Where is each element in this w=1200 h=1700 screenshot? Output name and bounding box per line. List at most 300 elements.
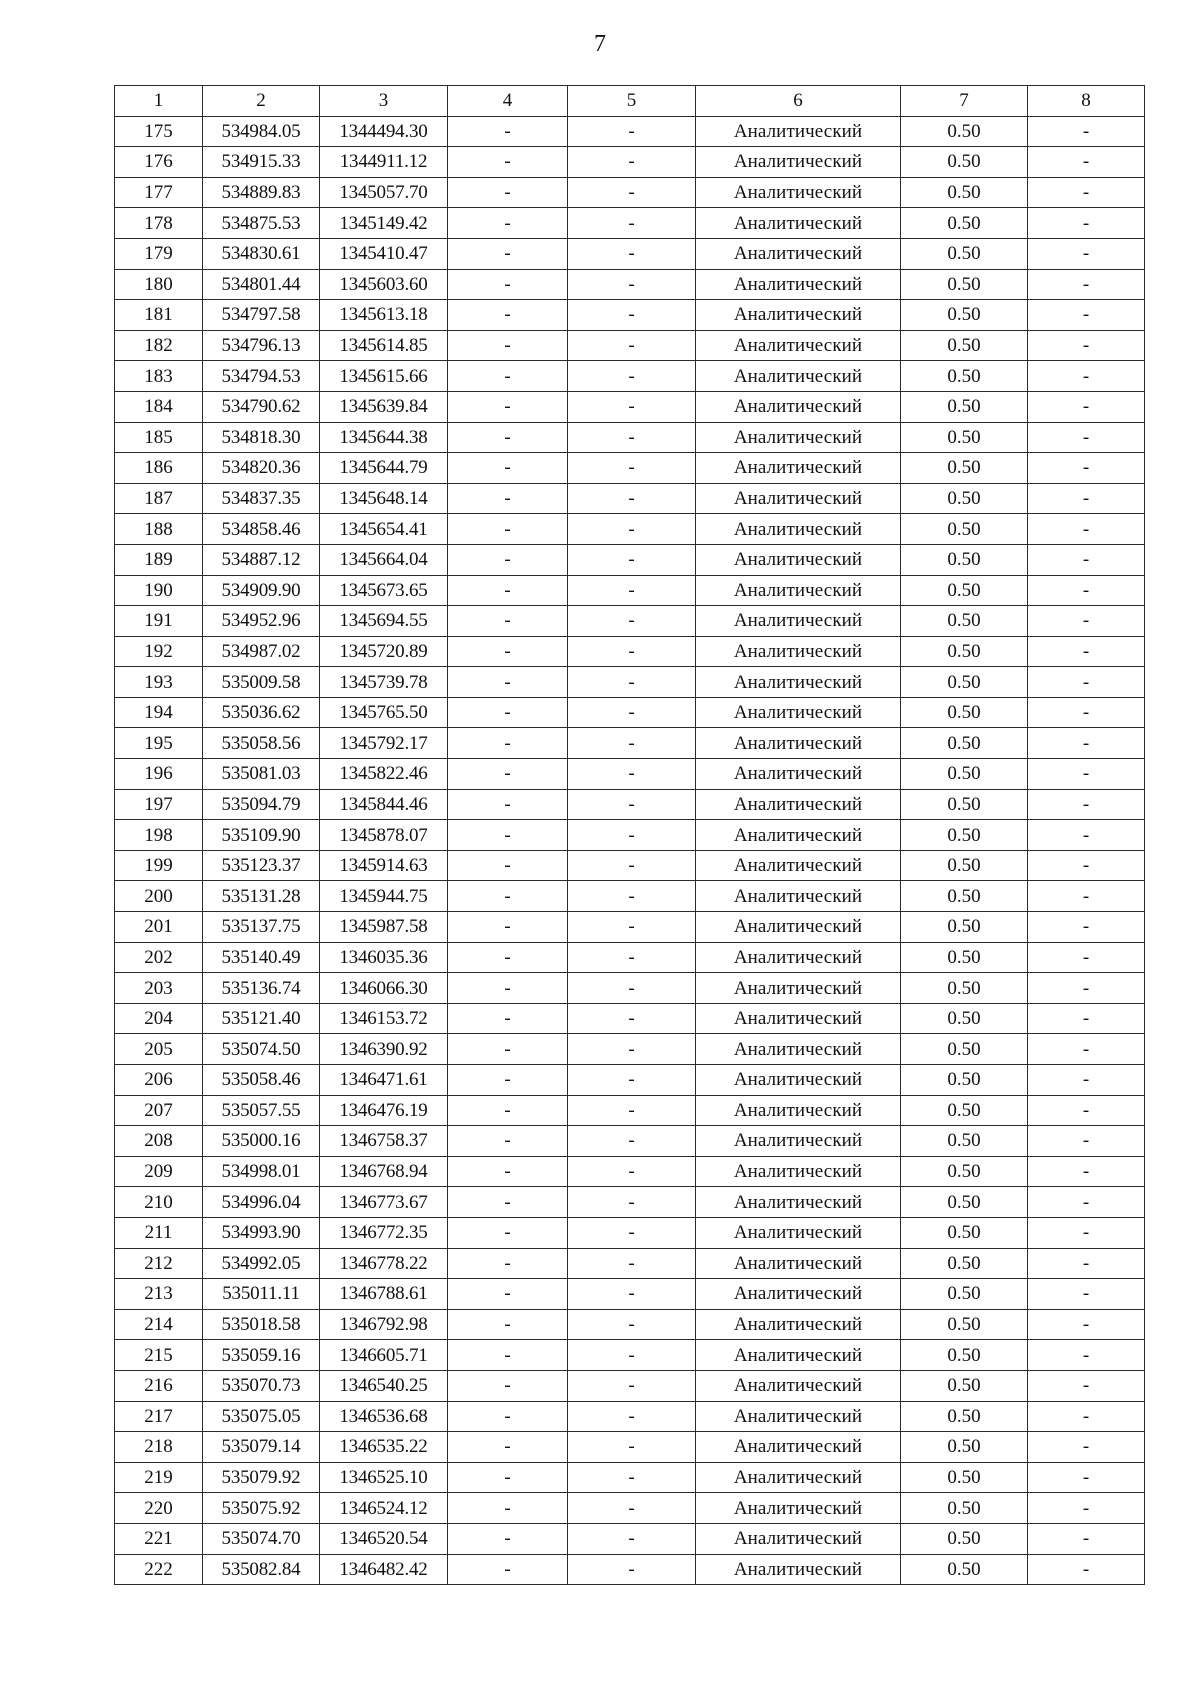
y-coordinate-cell: 1345654.41 <box>320 514 448 545</box>
point-number-cell: 177 <box>115 177 203 208</box>
column-4-cell: - <box>448 361 568 392</box>
point-number-cell: 206 <box>115 1065 203 1096</box>
accuracy-cell: 0.50 <box>901 1432 1028 1463</box>
point-number-cell: 191 <box>115 606 203 637</box>
method-cell: Аналитический <box>696 1126 901 1157</box>
column-4-cell: - <box>448 728 568 759</box>
column-header-4: 4 <box>448 86 568 117</box>
table-row <box>115 300 1145 331</box>
column-5-cell: - <box>568 147 696 178</box>
point-number-cell: 215 <box>115 1340 203 1371</box>
accuracy-cell: 0.50 <box>901 789 1028 820</box>
column-4-cell: - <box>448 1401 568 1432</box>
x-coordinate-cell: 534797.58 <box>203 300 320 331</box>
column-8-cell: - <box>1028 1217 1145 1248</box>
method-cell: Аналитический <box>696 116 901 147</box>
method-cell: Аналитический <box>696 1401 901 1432</box>
y-coordinate-cell: 1346788.61 <box>320 1279 448 1310</box>
column-8-cell: - <box>1028 942 1145 973</box>
accuracy-cell: 0.50 <box>901 1187 1028 1218</box>
method-cell: Аналитический <box>696 973 901 1004</box>
column-4-cell: - <box>448 1370 568 1401</box>
table-row <box>115 1095 1145 1126</box>
method-cell: Аналитический <box>696 850 901 881</box>
column-5-cell: - <box>568 208 696 239</box>
x-coordinate-cell: 535036.62 <box>203 697 320 728</box>
accuracy-cell: 0.50 <box>901 147 1028 178</box>
y-coordinate-cell: 1346758.37 <box>320 1126 448 1157</box>
method-cell: Аналитический <box>696 881 901 912</box>
table-row <box>115 1432 1145 1463</box>
x-coordinate-cell: 535081.03 <box>203 759 320 790</box>
accuracy-cell: 0.50 <box>901 1401 1028 1432</box>
method-cell: Аналитический <box>696 453 901 484</box>
table-row <box>115 759 1145 790</box>
column-4-cell: - <box>448 636 568 667</box>
accuracy-cell: 0.50 <box>901 177 1028 208</box>
accuracy-cell: 0.50 <box>901 759 1028 790</box>
point-number-cell: 198 <box>115 820 203 851</box>
point-number-cell: 212 <box>115 1248 203 1279</box>
table-row <box>115 697 1145 728</box>
column-5-cell: - <box>568 636 696 667</box>
point-number-cell: 205 <box>115 1034 203 1065</box>
y-coordinate-cell: 1345664.04 <box>320 544 448 575</box>
x-coordinate-cell: 535074.50 <box>203 1034 320 1065</box>
y-coordinate-cell: 1346768.94 <box>320 1156 448 1187</box>
y-coordinate-cell: 1345648.14 <box>320 483 448 514</box>
column-5-cell: - <box>568 1462 696 1493</box>
accuracy-cell: 0.50 <box>901 1523 1028 1554</box>
x-coordinate-cell: 534909.90 <box>203 575 320 606</box>
column-header-7: 7 <box>901 86 1028 117</box>
table-row <box>115 544 1145 575</box>
y-coordinate-cell: 1346471.61 <box>320 1065 448 1096</box>
column-8-cell: - <box>1028 575 1145 606</box>
y-coordinate-cell: 1345615.66 <box>320 361 448 392</box>
column-4-cell: - <box>448 667 568 698</box>
column-5-cell: - <box>568 483 696 514</box>
column-5-cell: - <box>568 575 696 606</box>
column-4-cell: - <box>448 1217 568 1248</box>
column-8-cell: - <box>1028 361 1145 392</box>
accuracy-cell: 0.50 <box>901 728 1028 759</box>
column-8-cell: - <box>1028 422 1145 453</box>
table-row <box>115 850 1145 881</box>
method-cell: Аналитический <box>696 1432 901 1463</box>
column-8-cell: - <box>1028 116 1145 147</box>
column-4-cell: - <box>448 269 568 300</box>
method-cell: Аналитический <box>696 759 901 790</box>
method-cell: Аналитический <box>696 1462 901 1493</box>
column-4-cell: - <box>448 1187 568 1218</box>
accuracy-cell: 0.50 <box>901 1279 1028 1310</box>
column-4-cell: - <box>448 147 568 178</box>
table-row <box>115 422 1145 453</box>
column-8-cell: - <box>1028 1187 1145 1218</box>
point-number-cell: 182 <box>115 330 203 361</box>
y-coordinate-cell: 1345673.65 <box>320 575 448 606</box>
accuracy-cell: 0.50 <box>901 881 1028 912</box>
coordinates-table <box>114 85 1145 1585</box>
method-cell: Аналитический <box>696 575 901 606</box>
x-coordinate-cell: 534875.53 <box>203 208 320 239</box>
table-row <box>115 269 1145 300</box>
column-4-cell: - <box>448 1248 568 1279</box>
accuracy-cell: 0.50 <box>901 1554 1028 1585</box>
point-number-cell: 175 <box>115 116 203 147</box>
table-row <box>115 483 1145 514</box>
y-coordinate-cell: 1345944.75 <box>320 881 448 912</box>
column-5-cell: - <box>568 606 696 637</box>
table-row <box>115 330 1145 361</box>
point-number-cell: 187 <box>115 483 203 514</box>
column-8-cell: - <box>1028 1432 1145 1463</box>
accuracy-cell: 0.50 <box>901 820 1028 851</box>
x-coordinate-cell: 535131.28 <box>203 881 320 912</box>
y-coordinate-cell: 1346390.92 <box>320 1034 448 1065</box>
column-4-cell: - <box>448 1126 568 1157</box>
column-5-cell: - <box>568 1309 696 1340</box>
method-cell: Аналитический <box>696 330 901 361</box>
column-4-cell: - <box>448 330 568 361</box>
table-row <box>115 1248 1145 1279</box>
method-cell: Аналитический <box>696 361 901 392</box>
point-number-cell: 211 <box>115 1217 203 1248</box>
method-cell: Аналитический <box>696 942 901 973</box>
column-8-cell: - <box>1028 391 1145 422</box>
method-cell: Аналитический <box>696 1248 901 1279</box>
column-8-cell: - <box>1028 850 1145 881</box>
column-5-cell: - <box>568 238 696 269</box>
table-row <box>115 1523 1145 1554</box>
point-number-cell: 204 <box>115 1003 203 1034</box>
point-number-cell: 213 <box>115 1279 203 1310</box>
point-number-cell: 202 <box>115 942 203 973</box>
column-8-cell: - <box>1028 147 1145 178</box>
x-coordinate-cell: 534820.36 <box>203 453 320 484</box>
table-row <box>115 881 1145 912</box>
x-coordinate-cell: 535136.74 <box>203 973 320 1004</box>
method-cell: Аналитический <box>696 667 901 698</box>
method-cell: Аналитический <box>696 544 901 575</box>
column-5-cell: - <box>568 1003 696 1034</box>
accuracy-cell: 0.50 <box>901 269 1028 300</box>
y-coordinate-cell: 1346792.98 <box>320 1309 448 1340</box>
column-5-cell: - <box>568 912 696 943</box>
accuracy-cell: 0.50 <box>901 514 1028 545</box>
column-4-cell: - <box>448 1554 568 1585</box>
column-4-cell: - <box>448 208 568 239</box>
table-row <box>115 1340 1145 1371</box>
y-coordinate-cell: 1345694.55 <box>320 606 448 637</box>
column-4-cell: - <box>448 789 568 820</box>
method-cell: Аналитический <box>696 1034 901 1065</box>
table-row <box>115 1034 1145 1065</box>
accuracy-cell: 0.50 <box>901 1370 1028 1401</box>
point-number-cell: 217 <box>115 1401 203 1432</box>
column-5-cell: - <box>568 728 696 759</box>
x-coordinate-cell: 535109.90 <box>203 820 320 851</box>
table-row <box>115 912 1145 943</box>
column-5-cell: - <box>568 881 696 912</box>
y-coordinate-cell: 1345614.85 <box>320 330 448 361</box>
x-coordinate-cell: 535058.46 <box>203 1065 320 1096</box>
column-4-cell: - <box>448 1065 568 1096</box>
column-header-5: 5 <box>568 86 696 117</box>
method-cell: Аналитический <box>696 1065 901 1096</box>
column-8-cell: - <box>1028 1279 1145 1310</box>
column-8-cell: - <box>1028 1309 1145 1340</box>
y-coordinate-cell: 1346540.25 <box>320 1370 448 1401</box>
accuracy-cell: 0.50 <box>901 697 1028 728</box>
method-cell: Аналитический <box>696 606 901 637</box>
method-cell: Аналитический <box>696 728 901 759</box>
accuracy-cell: 0.50 <box>901 208 1028 239</box>
y-coordinate-cell: 1346772.35 <box>320 1217 448 1248</box>
column-4-cell: - <box>448 453 568 484</box>
column-8-cell: - <box>1028 606 1145 637</box>
column-4-cell: - <box>448 973 568 1004</box>
method-cell: Аналитический <box>696 1309 901 1340</box>
column-5-cell: - <box>568 1523 696 1554</box>
point-number-cell: 193 <box>115 667 203 698</box>
method-cell: Аналитический <box>696 269 901 300</box>
y-coordinate-cell: 1346066.30 <box>320 973 448 1004</box>
method-cell: Аналитический <box>696 912 901 943</box>
column-5-cell: - <box>568 453 696 484</box>
column-5-cell: - <box>568 422 696 453</box>
column-header-6: 6 <box>696 86 901 117</box>
accuracy-cell: 0.50 <box>901 850 1028 881</box>
y-coordinate-cell: 1346536.68 <box>320 1401 448 1432</box>
method-cell: Аналитический <box>696 1187 901 1218</box>
accuracy-cell: 0.50 <box>901 330 1028 361</box>
column-4-cell: - <box>448 697 568 728</box>
y-coordinate-cell: 1345644.79 <box>320 453 448 484</box>
x-coordinate-cell: 535094.79 <box>203 789 320 820</box>
table-row <box>115 1554 1145 1585</box>
accuracy-cell: 0.50 <box>901 1126 1028 1157</box>
accuracy-cell: 0.50 <box>901 361 1028 392</box>
column-4-cell: - <box>448 606 568 637</box>
x-coordinate-cell: 535009.58 <box>203 667 320 698</box>
method-cell: Аналитический <box>696 697 901 728</box>
column-8-cell: - <box>1028 1493 1145 1524</box>
column-5-cell: - <box>568 1401 696 1432</box>
method-cell: Аналитический <box>696 1217 901 1248</box>
accuracy-cell: 0.50 <box>901 606 1028 637</box>
point-number-cell: 178 <box>115 208 203 239</box>
y-coordinate-cell: 1346535.22 <box>320 1432 448 1463</box>
accuracy-cell: 0.50 <box>901 1309 1028 1340</box>
accuracy-cell: 0.50 <box>901 1095 1028 1126</box>
column-4-cell: - <box>448 942 568 973</box>
column-8-cell: - <box>1028 667 1145 698</box>
point-number-cell: 221 <box>115 1523 203 1554</box>
column-8-cell: - <box>1028 636 1145 667</box>
column-5-cell: - <box>568 1095 696 1126</box>
x-coordinate-cell: 534984.05 <box>203 116 320 147</box>
column-8-cell: - <box>1028 269 1145 300</box>
x-coordinate-cell: 534887.12 <box>203 544 320 575</box>
table-row <box>115 514 1145 545</box>
column-4-cell: - <box>448 391 568 422</box>
method-cell: Аналитический <box>696 177 901 208</box>
column-5-cell: - <box>568 330 696 361</box>
y-coordinate-cell: 1346476.19 <box>320 1095 448 1126</box>
column-4-cell: - <box>448 1003 568 1034</box>
point-number-cell: 194 <box>115 697 203 728</box>
point-number-cell: 192 <box>115 636 203 667</box>
x-coordinate-cell: 534837.35 <box>203 483 320 514</box>
column-4-cell: - <box>448 1156 568 1187</box>
column-5-cell: - <box>568 544 696 575</box>
point-number-cell: 188 <box>115 514 203 545</box>
table-row <box>115 1370 1145 1401</box>
column-8-cell: - <box>1028 697 1145 728</box>
table-row <box>115 177 1145 208</box>
point-number-cell: 176 <box>115 147 203 178</box>
y-coordinate-cell: 1346520.54 <box>320 1523 448 1554</box>
x-coordinate-cell: 534987.02 <box>203 636 320 667</box>
x-coordinate-cell: 535058.56 <box>203 728 320 759</box>
column-5-cell: - <box>568 1554 696 1585</box>
column-5-cell: - <box>568 789 696 820</box>
column-5-cell: - <box>568 116 696 147</box>
column-8-cell: - <box>1028 973 1145 1004</box>
table-row <box>115 942 1145 973</box>
table-row <box>115 820 1145 851</box>
accuracy-cell: 0.50 <box>901 1065 1028 1096</box>
column-4-cell: - <box>448 820 568 851</box>
y-coordinate-cell: 1345844.46 <box>320 789 448 820</box>
x-coordinate-cell: 535079.92 <box>203 1462 320 1493</box>
point-number-cell: 180 <box>115 269 203 300</box>
accuracy-cell: 0.50 <box>901 1003 1028 1034</box>
y-coordinate-cell: 1345792.17 <box>320 728 448 759</box>
method-cell: Аналитический <box>696 1554 901 1585</box>
column-5-cell: - <box>568 697 696 728</box>
accuracy-cell: 0.50 <box>901 636 1028 667</box>
table-row <box>115 453 1145 484</box>
method-cell: Аналитический <box>696 1370 901 1401</box>
x-coordinate-cell: 535070.73 <box>203 1370 320 1401</box>
table-row <box>115 361 1145 392</box>
point-number-cell: 220 <box>115 1493 203 1524</box>
column-8-cell: - <box>1028 1523 1145 1554</box>
column-8-cell: - <box>1028 1401 1145 1432</box>
table-row <box>115 1003 1145 1034</box>
point-number-cell: 218 <box>115 1432 203 1463</box>
table-row <box>115 1126 1145 1157</box>
y-coordinate-cell: 1344911.12 <box>320 147 448 178</box>
x-coordinate-cell: 534996.04 <box>203 1187 320 1218</box>
method-cell: Аналитический <box>696 238 901 269</box>
column-5-cell: - <box>568 1217 696 1248</box>
x-coordinate-cell: 535121.40 <box>203 1003 320 1034</box>
accuracy-cell: 0.50 <box>901 116 1028 147</box>
accuracy-cell: 0.50 <box>901 667 1028 698</box>
column-5-cell: - <box>568 667 696 698</box>
x-coordinate-cell: 534992.05 <box>203 1248 320 1279</box>
point-number-cell: 196 <box>115 759 203 790</box>
point-number-cell: 186 <box>115 453 203 484</box>
column-8-cell: - <box>1028 453 1145 484</box>
x-coordinate-cell: 535075.92 <box>203 1493 320 1524</box>
accuracy-cell: 0.50 <box>901 1156 1028 1187</box>
method-cell: Аналитический <box>696 1003 901 1034</box>
y-coordinate-cell: 1346035.36 <box>320 942 448 973</box>
column-5-cell: - <box>568 391 696 422</box>
table-row <box>115 391 1145 422</box>
column-5-cell: - <box>568 973 696 1004</box>
column-8-cell: - <box>1028 1034 1145 1065</box>
table-row <box>115 1309 1145 1340</box>
column-header-8: 8 <box>1028 86 1145 117</box>
point-number-cell: 179 <box>115 238 203 269</box>
method-cell: Аналитический <box>696 208 901 239</box>
column-8-cell: - <box>1028 514 1145 545</box>
x-coordinate-cell: 535074.70 <box>203 1523 320 1554</box>
column-4-cell: - <box>448 544 568 575</box>
column-5-cell: - <box>568 942 696 973</box>
column-8-cell: - <box>1028 759 1145 790</box>
method-cell: Аналитический <box>696 636 901 667</box>
column-4-cell: - <box>448 422 568 453</box>
method-cell: Аналитический <box>696 422 901 453</box>
x-coordinate-cell: 534858.46 <box>203 514 320 545</box>
column-5-cell: - <box>568 300 696 331</box>
method-cell: Аналитический <box>696 391 901 422</box>
x-coordinate-cell: 534889.83 <box>203 177 320 208</box>
y-coordinate-cell: 1346524.12 <box>320 1493 448 1524</box>
table-row <box>115 238 1145 269</box>
column-4-cell: - <box>448 850 568 881</box>
method-cell: Аналитический <box>696 789 901 820</box>
method-cell: Аналитический <box>696 1279 901 1310</box>
column-4-cell: - <box>448 1279 568 1310</box>
point-number-cell: 197 <box>115 789 203 820</box>
y-coordinate-cell: 1345914.63 <box>320 850 448 881</box>
column-4-cell: - <box>448 1309 568 1340</box>
column-4-cell: - <box>448 300 568 331</box>
y-coordinate-cell: 1344494.30 <box>320 116 448 147</box>
table-row <box>115 1279 1145 1310</box>
y-coordinate-cell: 1345057.70 <box>320 177 448 208</box>
point-number-cell: 199 <box>115 850 203 881</box>
column-8-cell: - <box>1028 300 1145 331</box>
table-row <box>115 1065 1145 1096</box>
method-cell: Аналитический <box>696 1095 901 1126</box>
column-8-cell: - <box>1028 1095 1145 1126</box>
column-8-cell: - <box>1028 912 1145 943</box>
method-cell: Аналитический <box>696 1340 901 1371</box>
point-number-cell: 208 <box>115 1126 203 1157</box>
column-header-2: 2 <box>203 86 320 117</box>
method-cell: Аналитический <box>696 147 901 178</box>
y-coordinate-cell: 1345765.50 <box>320 697 448 728</box>
accuracy-cell: 0.50 <box>901 973 1028 1004</box>
column-8-cell: - <box>1028 238 1145 269</box>
table-row <box>115 208 1145 239</box>
column-5-cell: - <box>568 1340 696 1371</box>
x-coordinate-cell: 534915.33 <box>203 147 320 178</box>
y-coordinate-cell: 1345878.07 <box>320 820 448 851</box>
column-4-cell: - <box>448 177 568 208</box>
column-8-cell: - <box>1028 1370 1145 1401</box>
table-row <box>115 636 1145 667</box>
